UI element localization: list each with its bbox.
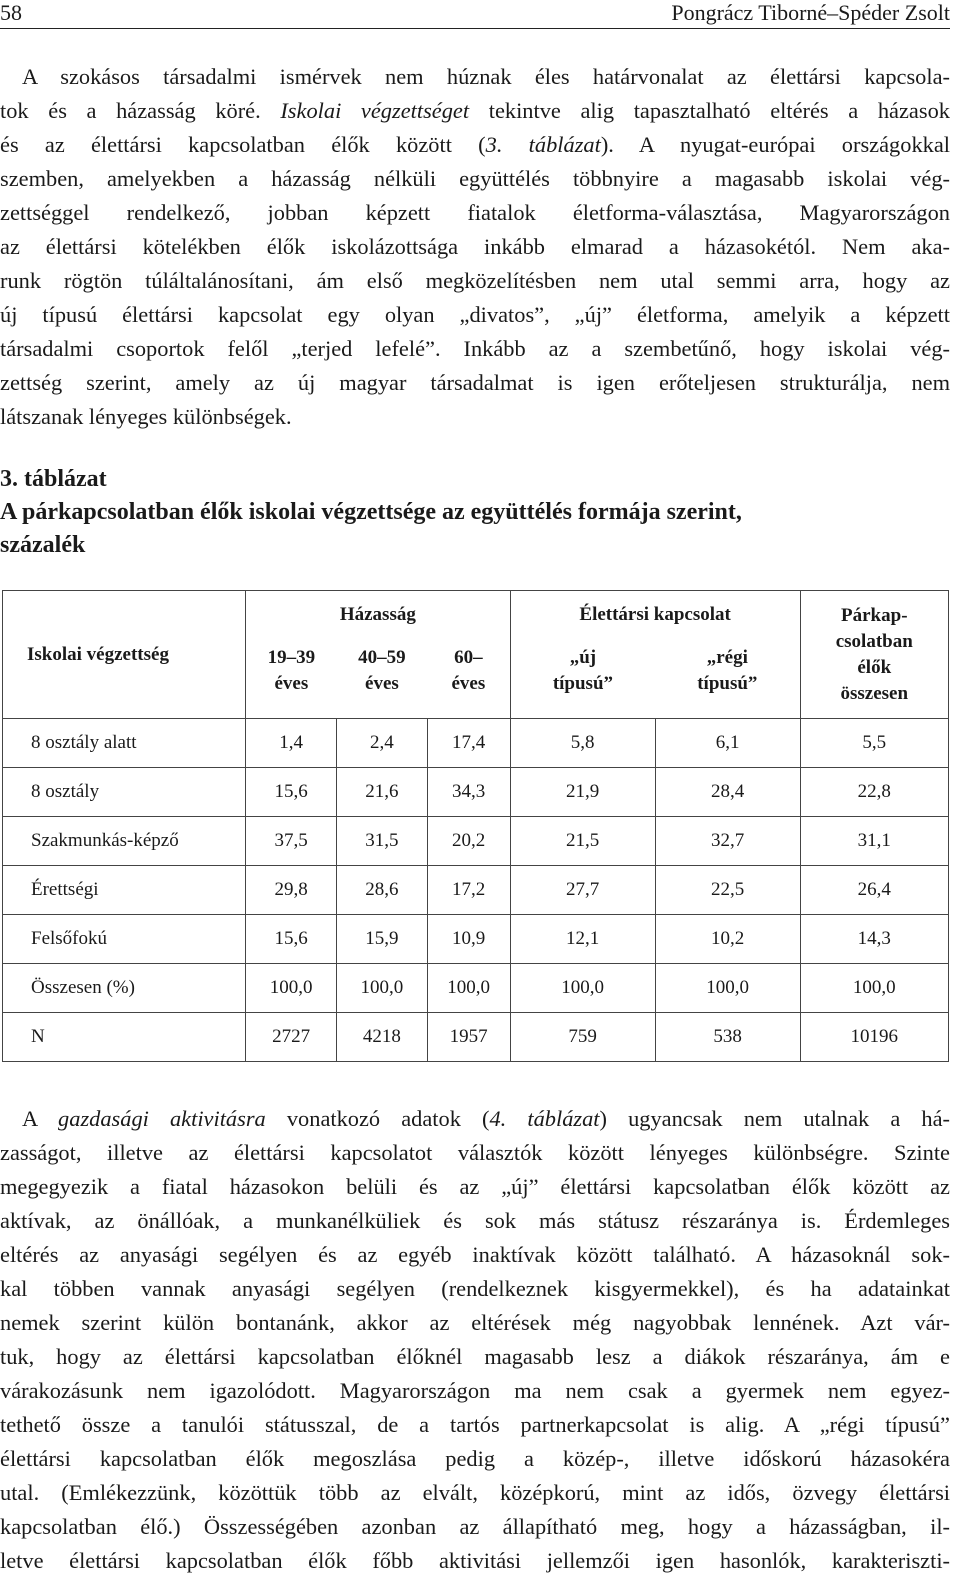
- italic-run: gazdasági aktivitásra: [58, 1106, 266, 1131]
- header-text: csolatban: [835, 630, 913, 652]
- table-row: [3, 1013, 949, 1062]
- text-line: társadalmi csoportok felől „terjed lefelé”. Inkább az a szembetűnő, hogy iskolai vég-: [0, 336, 950, 361]
- table-cell: 100,0: [246, 964, 337, 1013]
- text-line: [0, 94, 950, 128]
- text-line: új típusú élettársi kapcsolat egy olyan „divatos”, „új” életforma, amelyik a képzett: [0, 302, 950, 327]
- table-cell: 22,5: [655, 866, 800, 915]
- text-run: tekintve alig tapasztalható eltérés a házasok: [469, 98, 950, 123]
- table-row: [3, 866, 949, 915]
- table-cell: 17,4: [427, 719, 510, 768]
- text-line: kal többen vannak anyasági segélyen (rendelkeznek kisgyermekkel), és ha adatainkat: [0, 1276, 950, 1301]
- header-text: összesen: [840, 682, 909, 704]
- text-run: A: [22, 1106, 59, 1131]
- header-text: élők: [857, 656, 892, 678]
- italic-run: 4. táblázat: [489, 1106, 600, 1131]
- table-cell: 17,2: [427, 866, 510, 915]
- text-line: A szokásos társadalmi ismérvek nem húznak éles határvonalat az élettársi kapcsola-: [22, 64, 950, 89]
- table-cell: 10,9: [427, 915, 510, 964]
- table-cell: 15,6: [246, 915, 337, 964]
- text-line: látszanak lényeges különbségek.: [0, 404, 292, 429]
- text-run: ). A nyugat-európai országokkal: [600, 132, 950, 157]
- table-number: 3. táblázat: [0, 466, 107, 492]
- table-cell: 538: [655, 1013, 800, 1062]
- text-line: nemek szerint külön bontanánk, akkor az eltérések még nagyobbak lennének. Azt vár-: [0, 1310, 950, 1335]
- header-marriage: Házasság: [246, 591, 511, 640]
- running-header: [0, 0, 950, 29]
- text-line: élettársi kapcsolatban élők megoszlása pedig a közép-, illetve időskorú házasokéra: [0, 1446, 950, 1471]
- table-cell: 15,9: [337, 915, 427, 964]
- table-row: [3, 964, 949, 1013]
- table-cell: 34,3: [427, 768, 510, 817]
- text-run: vonatkozó adatok (: [265, 1106, 490, 1131]
- text-line: zasságot, illetve az élettársi kapcsolatot választók között lényeges különbségre. Szinte: [0, 1140, 950, 1165]
- table-cell: 10196: [800, 1013, 948, 1062]
- header-education: Iskolai végzettség: [3, 591, 246, 719]
- subheader-cell: „új típusú”: [510, 639, 655, 719]
- italic-run: Iskolai végzettséget: [280, 98, 470, 123]
- table-cell: 31,1: [800, 817, 948, 866]
- table-cell: 2727: [246, 1013, 337, 1062]
- table-cell: 1957: [427, 1013, 510, 1062]
- table-cell: 100,0: [655, 964, 800, 1013]
- text-line: tuk, hogy az élettársi kapcsolatban élőknél magasabb lesz a diákok részaránya, ám e: [0, 1344, 950, 1369]
- text-line: [0, 128, 950, 162]
- row-label: N: [3, 1013, 246, 1062]
- table-cell: 26,4: [800, 866, 948, 915]
- table-cell: 100,0: [427, 964, 510, 1013]
- text-line: aktívak, az önállóak, a munkanélküliek és sok más státusz részaránya is. Érdemleges: [0, 1208, 950, 1233]
- row-label: Szakmunkás-képző: [3, 817, 246, 866]
- header-total: [800, 591, 948, 719]
- table-cell: 5,5: [800, 719, 948, 768]
- table-cell: 27,7: [510, 866, 655, 915]
- table-cell: 100,0: [337, 964, 427, 1013]
- table-cell: 28,6: [337, 866, 427, 915]
- text-run: tok és a házasság köré.: [0, 98, 281, 123]
- education-table: [2, 590, 949, 1062]
- header-authors: Pongrácz Tiborné–Spéder Zsolt: [671, 0, 950, 25]
- table-cell: 28,4: [655, 768, 800, 817]
- table-cell: 31,5: [337, 817, 427, 866]
- table-row: [3, 915, 949, 964]
- italic-run: 3. táblázat: [485, 132, 601, 157]
- text-line: tethető össze a tanulói státusszal, de a tartós partnerkapcsolat is alig. A „régi típusú”: [0, 1412, 950, 1437]
- table-row: [3, 719, 949, 768]
- row-label: Érettségi: [3, 866, 246, 915]
- table-title-line: százalék: [0, 532, 86, 558]
- table-cell: 29,8: [246, 866, 337, 915]
- table-cell: 2,4: [337, 719, 427, 768]
- text-line: megegyezik a fiatal házasokon belüli és az „új” élettársi kapcsolatban élők között az: [0, 1174, 950, 1199]
- subheader-cell: „régi típusú”: [655, 639, 800, 719]
- table-cell: 759: [510, 1013, 655, 1062]
- text-line: zettség szerint, amely az új magyar társadalmat is igen erőteljesen strukturálja, nem: [0, 370, 950, 395]
- table-cell: 100,0: [800, 964, 948, 1013]
- subheader-cell: 40–59 éves: [337, 639, 427, 719]
- text-line: kapcsolatban élő.) Összességében azonban az állapítható meg, hogy a házasságban, il-: [0, 1514, 950, 1539]
- table-cell: 4218: [337, 1013, 427, 1062]
- text-line: zettséggel rendelkező, jobban képzett fiatalok életforma-választása, Magyarországon: [0, 200, 950, 225]
- row-label: 8 osztály alatt: [3, 719, 246, 768]
- table-header-row: [3, 591, 949, 640]
- table-row: [3, 817, 949, 866]
- table-cell: 22,8: [800, 768, 948, 817]
- text-line: letve élettársi kapcsolatban élők főbb aktivitási jellemzői igen hasonlók, karakteriszti-: [0, 1548, 950, 1573]
- table-title-line: A párkapcsolatban élők iskolai végzettsége az együttélés formája szerint,: [0, 499, 742, 525]
- text-line: szemben, amelyekben a házasság nélküli együttélés többnyire a magasabb iskolai vég-: [0, 166, 950, 191]
- table-cell: 10,2: [655, 915, 800, 964]
- body-paragraph-2: [0, 1102, 950, 1578]
- text-line: [0, 1102, 950, 1136]
- table-cell: 21,5: [510, 817, 655, 866]
- table-cell: 5,8: [510, 719, 655, 768]
- table-cell: 37,5: [246, 817, 337, 866]
- header-cohabitation: Élettársi kapcsolat: [510, 591, 800, 640]
- subheader-cell: 19–39 éves: [246, 639, 337, 719]
- table-row: [3, 768, 949, 817]
- table-cell: 1,4: [246, 719, 337, 768]
- text-line: eltérés az anyasági segélyen és az egyéb inaktívak között található. A házasoknál sok-: [0, 1242, 950, 1267]
- table-cell: 20,2: [427, 817, 510, 866]
- text-run: ) ugyancsak nem utalnak a há-: [599, 1106, 950, 1131]
- text-run: és az élettársi kapcsolatban élők között (: [0, 132, 486, 157]
- table-caption: [0, 463, 950, 562]
- table-cell: 6,1: [655, 719, 800, 768]
- row-label: Felsőfokú: [3, 915, 246, 964]
- table-cell: 15,6: [246, 768, 337, 817]
- subheader-cell: 60– éves: [427, 639, 510, 719]
- text-line: runk rögtön túláltalánosítani, ám első megközelítésben nem utal semmi arra, hogy az: [0, 268, 950, 293]
- row-label: Összesen (%): [3, 964, 246, 1013]
- table-cell: 12,1: [510, 915, 655, 964]
- table-cell: 21,9: [510, 768, 655, 817]
- header-text: Párkap-: [841, 604, 908, 626]
- table-cell: 32,7: [655, 817, 800, 866]
- row-label: 8 osztály: [3, 768, 246, 817]
- table-cell: 14,3: [800, 915, 948, 964]
- body-paragraph-1: [0, 60, 950, 434]
- text-line: az élettársi kötelékben élők iskolázottsága inkább elmarad a házasokétól. Nem aka-: [0, 234, 950, 259]
- table-cell: 21,6: [337, 768, 427, 817]
- text-line: utal. (Emlékezzünk, közöttük több az elvált, középkorú, mint az idős, özvegy élettársi: [0, 1480, 950, 1505]
- page-number: 58: [0, 0, 22, 25]
- text-line: várakozásunk nem igazolódott. Magyarországon ma nem csak a gyermek nem egyez-: [0, 1378, 950, 1403]
- table-cell: 100,0: [510, 964, 655, 1013]
